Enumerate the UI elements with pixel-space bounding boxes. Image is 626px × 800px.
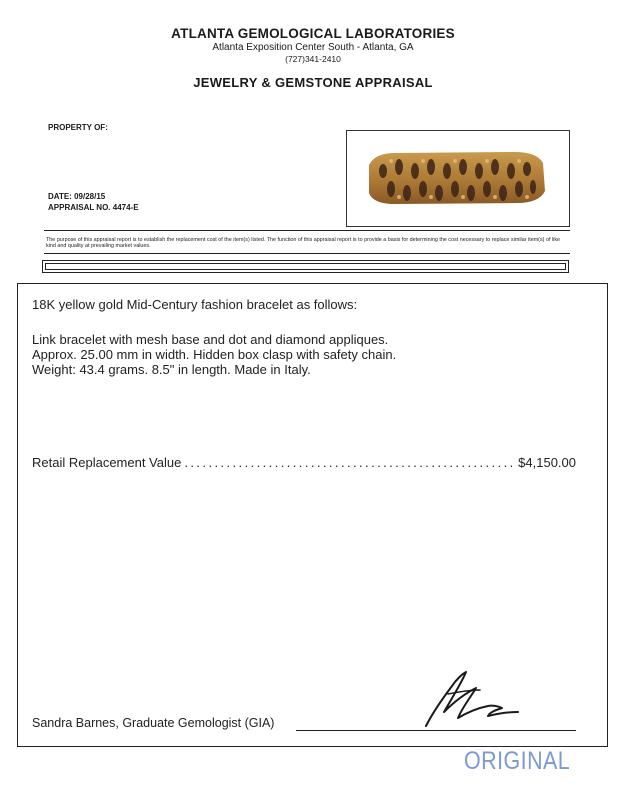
gemologist-name: Sandra Barnes, Graduate Gemologist (GIA)	[32, 716, 275, 730]
purpose-statement: The purpose of this appraisal report is to establish the replacement cost of the item(s) listed. The function of this appraisal report is to provide a basis for determining the cost necessary to replace similar item(s) of like kind and quality at prevailing market values.	[46, 237, 561, 250]
description-line: Weight: 43.4 grams. 8.5" in length. Made in Italy.	[32, 362, 311, 377]
item-description	[32, 332, 396, 377]
retail-value-label: Retail Replacement Value	[32, 455, 182, 470]
description-line: Link bracelet with mesh base and dot and diamond appliques.	[32, 332, 389, 347]
organization-phone: (727)341-2410	[285, 54, 341, 64]
top-divider	[44, 230, 570, 231]
bracelet-photo	[346, 130, 570, 227]
bracelet-image	[347, 131, 569, 226]
appraisal-date: DATE: 09/28/15	[48, 192, 106, 201]
handwritten-signature	[418, 668, 528, 735]
appraisal-number: APPRAISAL NO. 4474-E	[48, 203, 139, 212]
document-title: JEWELRY & GEMSTONE APPRAISAL	[193, 75, 433, 90]
section-bar	[42, 260, 569, 273]
dot-leader	[184, 455, 515, 470]
signature-line	[296, 730, 576, 731]
description-line: Approx. 25.00 mm in width. Hidden box clasp with safety chain.	[32, 347, 397, 362]
property-of-label: PROPERTY OF:	[48, 123, 108, 132]
retail-value-row	[32, 455, 576, 470]
organization-address: Atlanta Exposition Center South - Atlanta, GA	[212, 42, 414, 53]
bottom-divider	[44, 253, 570, 254]
item-heading: 18K yellow gold Mid-Century fashion bracelet as follows:	[32, 297, 358, 312]
retail-value-amount: $4,150.00	[518, 455, 576, 470]
organization-name: ATLANTA GEMOLOGICAL LABORATORIES	[171, 26, 455, 41]
original-stamp: ORIGINAL	[464, 747, 571, 775]
